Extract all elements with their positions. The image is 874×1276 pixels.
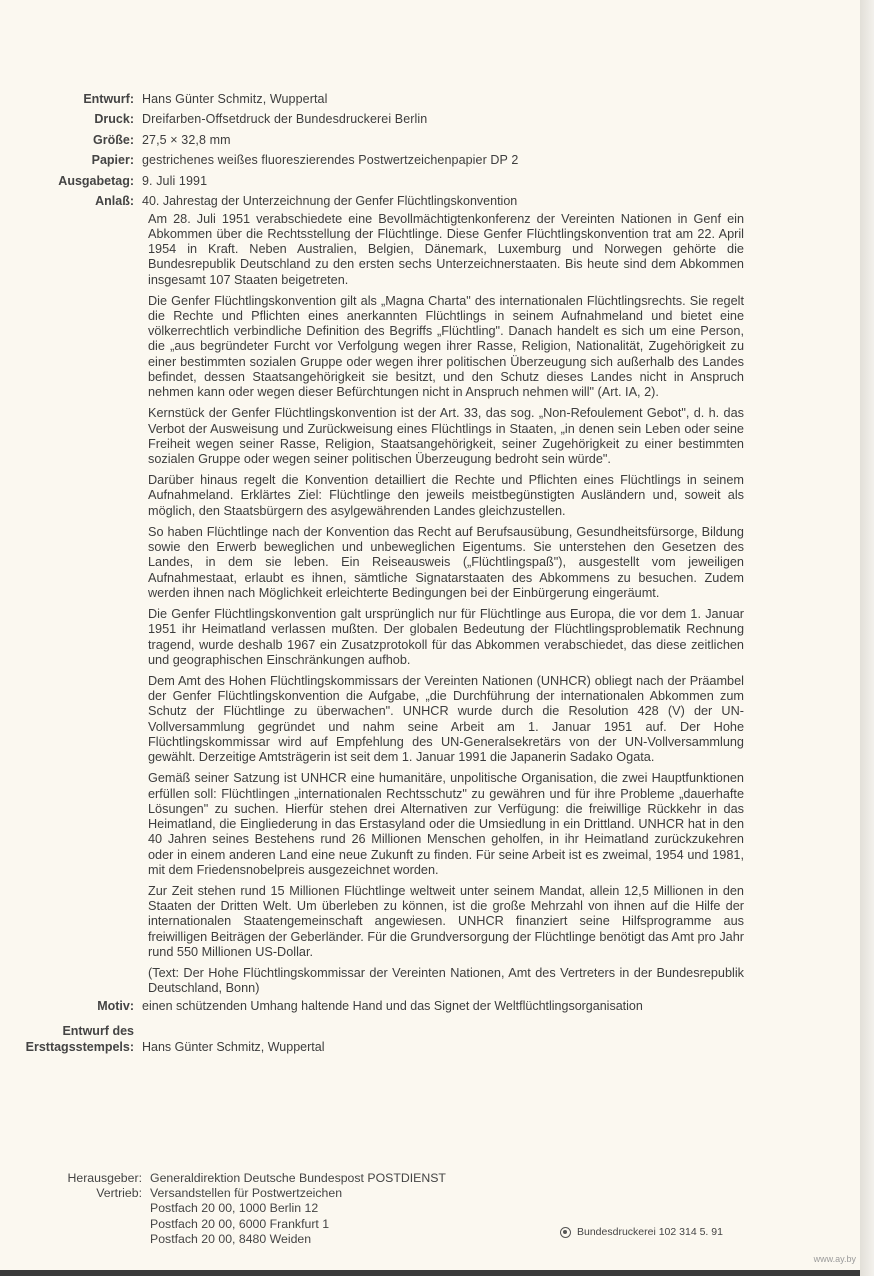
vertrieb-line: Postfach 20 00, 8480 Weiden <box>150 1231 312 1246</box>
vertrieb-line: Versandstellen für Postwertzeichen <box>150 1186 343 1201</box>
meta-value: 9. Juli 1991 <box>142 173 208 188</box>
herausgeber-value: Generaldirektion Deutsche Bundespost POSTDIENST <box>150 1171 446 1185</box>
meta-label: Druck: <box>94 112 134 127</box>
motiv-row <box>0 999 860 1015</box>
body-paragraph: Die Genfer Flüchtlingskonvention gilt als „Magna Charta" des internationalen Flüchtlingsrechts. Sie regelt die Rechte und Pflichten eines anerkannten Flüchtlings in seinem Aufnahmeland und bietet eine völkerrechtlich verbindliche Definition des Begriffs „Flüchtling". Danach handelt es sich um eine Person, die „aus begründeter Furcht vor Verfolgung wegen ihrer Rasse, Religion, Nationalität, Zugehörigkeit zu einer bestimmten sozialen Gruppe oder wegen ihrer politischen Überzeugung sich außerhalb des Landes befindet, dessen Staatsangehörigkeit sie besitzt, und den Schutz dieses Landes nicht in Anspruch nehmen kann oder wegen dieser Befürchtungen nicht in Anspruch nehmen will" (Art. IA, 2). <box>148 293 744 400</box>
body-paragraph: Kernstück der Genfer Flüchtlingskonvention ist der Art. 33, das sog. „Non-Refoulement Gebot", d. h. das Verbot der Ausweisung und Zurückweisung eines Flüchtlings in Staaten, „in denen sein Leben oder seine Freiheit wegen seiner Rasse, Religion, Staatsangehörigkeit, seiner Zugehörigkeit zu einer bestimmten sozialen Gruppe oder wegen seiner politischen Überzeugung bedroht sein würde". <box>148 406 744 467</box>
imprint-text: Bundesdruckerei 102 314 5. 91 <box>577 1226 723 1238</box>
body-paragraph: Darüber hinaus regelt die Konvention detailliert die Rechte und Pflichten eines Flüchtlings in seinem Aufnahmeland. Erklärtes Ziel: Flüchtlinge den jeweils meistbegünstigten Ausländern und, soweit als möglich, den Staatsbürgern des asylgewährenden Landes gleichzustellen. <box>148 473 744 518</box>
printer-imprint <box>560 1226 723 1238</box>
meta-label: Entwurf: <box>83 92 134 106</box>
stempel-label <box>0 1024 142 1055</box>
motiv-label: Motiv: <box>97 998 134 1013</box>
body-paragraph: Die Genfer Flüchtlingskonvention galt ursprünglich nur für Flüchtlinge aus Europa, die vor dem 1. Januar 1951 ihr Heimatland verlassen mußten. Der globalen Bedeutung der Flüchtlingsproblematik Rechnung tragend, wurde deshalb 1967 ein Zusatzprotokoll für das Abkommen verabschiedet, das diese zeitlichen und geographischen Einschränkungen aufhob. <box>148 607 744 667</box>
meta-row-papier <box>0 153 860 169</box>
body-paragraph: Am 28. Juli 1951 verabschiedete eine Bevollmächtigtenkonferenz der Vereinten Nationen in Genf ein Abkommen über die Rechtsstellung der Flüchtlinge. Diese Genfer Flüchtlingskonvention trat am 22. April 1954 in Kraft. Neben Australien, Belgien, Dänemark, Luxemburg und Norwegen gehörte die Bundesrepublik Deutschland zu den ersten sechs Unterzeichnerstaaten. Bis heute sind dem Abkommen insgesamt 107 Staaten beigetreten. <box>148 211 744 287</box>
document-content <box>0 92 860 1055</box>
vertrieb-value <box>150 1186 570 1247</box>
stempel-label-line2: Ersttagsstempels: <box>25 1039 134 1054</box>
bundesdruckerei-logo-icon <box>560 1227 571 1238</box>
vertrieb-line: Postfach 20 00, 1000 Berlin 12 <box>150 1201 319 1216</box>
source-note: (Text: Der Hohe Flüchtlingskommissar der Vereinten Nationen, Amt des Vertreters in der Bundesrepublik Deutschland, Bonn) <box>148 966 744 996</box>
body-paragraph: Gemäß seiner Satzung ist UNHCR eine humanitäre, unpolitische Organisation, die zwei Hauptfunktionen erfüllen soll: Flüchtlingen „internationalen Rechtsschutz" zu gewähren und für ihre Probleme „dauerhafte Lösungen" zu suchen. Hierfür stehen drei Alternativen zur Verfügung: die freiwillige Rückkehr in das Heimatland, die Eingliederung in das Erstasyland oder die Umsiedlung in ein Drittland. UNHCR hat in den 40 Jahren seines Bestehens rund 26 Millionen Menschen geholfen, in ihr Heimatland zurückzukehren oder in einem anderen Land eine neue Zukunft zu finden. Für seine Arbeit ist es zweimal, 1954 und 1981, mit dem Friedensnobelpreis ausgezeichnet worden. <box>148 771 744 877</box>
meta-value: gestrichenes weißes fluoreszierendes Postwertzeichenpapier DP 2 <box>142 153 519 168</box>
body-paragraph: So haben Flüchtlinge nach der Konvention das Recht auf Berufsausübung, Gesundheitsfürsorge, Bildung sowie den Erwerb beweglichen und unbeweglichen Eigentums. Sie unterstehen den Gesetzen des Landes, in dem sie leben. Ein Reiseausweis („Flüchtlingspaß"), ausgestellt vom jeweiligen Aufnahmestaat, erlaubt es ihnen, sämtliche Signatarstaaten des Abkommens zu besuchen. Zudem werden ihnen nach Möglichkeit erleichterte Bedingungen bei der Einbürgerung eingeräumt. <box>148 524 744 600</box>
meta-label: Ausgabetag: <box>58 173 134 188</box>
meta-row-groesse <box>0 133 860 149</box>
meta-value: 40. Jahrestag der Unterzeichnung der Genfer Flüchtlingskonvention <box>142 193 518 208</box>
publisher-footer <box>0 1171 860 1247</box>
meta-row-druck <box>0 112 860 128</box>
body-paragraph: Zur Zeit stehen rund 15 Millionen Flüchtlinge weltweit unter seinem Mandat, allein 12,5 Millionen in den Staaten der Dritten Welt. Um überleben zu können, ist die große Mehrzahl von ihnen auf die Hilfe der internationalen Staatengemeinschaft angewiesen. UNHCR finanziert seine Hilfsprogramme aus freiwilligen Beiträgen der Geberländer. Für die Grundversorgung der Flüchtlinge benötigt das Amt pro Jahr rund 550 Millionen US-Dollar. <box>148 883 744 959</box>
stempel-label-line1: Entwurf des <box>62 1024 134 1039</box>
meta-label: Papier: <box>91 153 134 168</box>
meta-value: Dreifarben-Offsetdruck der Bundesdruckerei Berlin <box>142 112 428 127</box>
motiv-value: einen schützenden Umhang haltende Hand und das Signet der Weltflüchtlingsorganisation <box>142 998 643 1013</box>
meta-row-ausgabetag <box>0 174 860 190</box>
herausgeber-label: Herausgeber: <box>67 1171 142 1185</box>
vertrieb-line: Postfach 20 00, 6000 Frankfurt 1 <box>150 1216 330 1231</box>
meta-label: Anlaß: <box>95 193 134 208</box>
herausgeber-row <box>0 1171 860 1186</box>
body-paragraph: Dem Amt des Hohen Flüchtlingskommissars der Vereinten Nationen (UNHCR) obliegt nach der Präambel der Genfer Flüchtlingskonvention die Aufgabe, „die Durchführung der internationalen Abkommen zum Schutz der Flüchtlinge zu überwachen". UNHCR wurde durch die Resolution 428 (V) der UN-Vollversammlung gegründet und nahm seine Arbeit am 1. Januar 1951 auf. Der Hohe Flüchtlingskommissar wird auf Empfehlung des UN-Generalsekretärs von der UN-Vollversammlung gewählt. Derzeitige Amtsträgerin ist seit dem 1. Januar 1991 die Japanerin Sadako Ogata. <box>148 673 744 765</box>
meta-row-anlass <box>0 194 860 210</box>
meta-label: Größe: <box>93 132 134 147</box>
meta-value: 27,5 × 32,8 mm <box>142 132 231 147</box>
stempel-row <box>0 1024 860 1055</box>
meta-row-entwurf <box>0 92 860 108</box>
vertrieb-label: Vertrieb: <box>96 1186 142 1201</box>
watermark: www.ay.by <box>813 1254 856 1264</box>
vertrieb-row <box>0 1186 860 1247</box>
meta-value: Hans Günter Schmitz, Wuppertal <box>142 92 328 106</box>
stempel-value: Hans Günter Schmitz, Wuppertal <box>142 1039 325 1054</box>
